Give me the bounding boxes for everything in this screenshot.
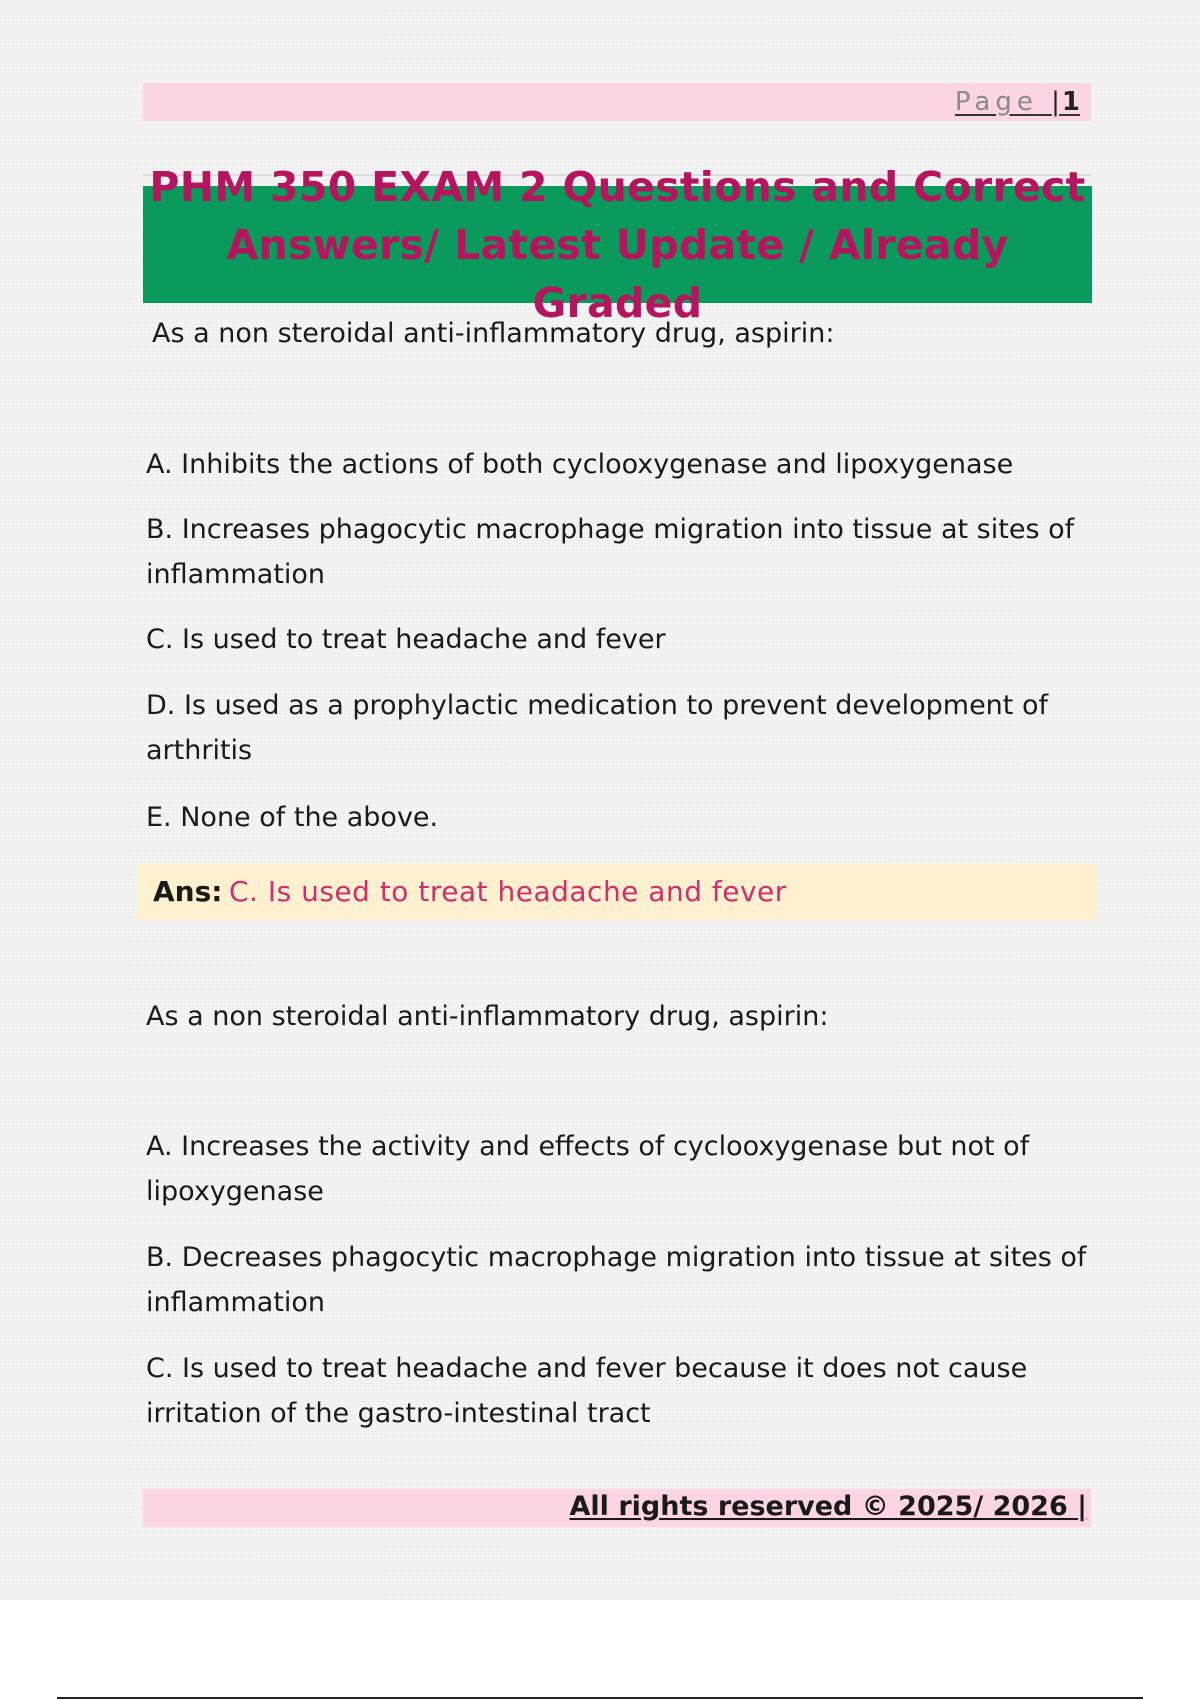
document-title bbox=[143, 158, 1092, 332]
question-2-option-c: C. Is used to treat headache and fever because it does not cause bbox=[146, 1353, 1028, 1384]
question-1-option-a: A. Inhibits the actions of both cyclooxygenase and lipoxygenase bbox=[146, 449, 1014, 480]
title-line-1: PHM 350 EXAM 2 Questions and Correct bbox=[149, 162, 1086, 211]
question-2-option-b-continued: inflammation bbox=[146, 1287, 326, 1318]
answer-label: Ans: bbox=[153, 875, 223, 908]
title-line-2: Answers/ Latest Update / Already Graded bbox=[226, 220, 1009, 327]
question-2-prompt: As a non steroidal anti-inflammatory drug, aspirin: bbox=[146, 1001, 829, 1032]
question-1-prompt: As a non steroidal anti-inflammatory drug, aspirin: bbox=[152, 318, 835, 349]
answer-box bbox=[137, 864, 1097, 920]
page-header-band bbox=[143, 83, 1091, 121]
page-label-separator: | bbox=[1051, 87, 1062, 117]
page-number-label bbox=[955, 86, 1080, 118]
question-2-option-c-continued: irritation of the gastro-intestinal tract bbox=[146, 1398, 651, 1429]
answer-text: C. Is used to treat headache and fever bbox=[229, 875, 787, 908]
question-2-option-b: B. Decreases phagocytic macrophage migration into tissue at sites of bbox=[146, 1242, 1087, 1273]
question-2-option-a: A. Increases the activity and effects of cyclooxygenase but not of bbox=[146, 1131, 1030, 1162]
question-1-option-b: B. Increases phagocytic macrophage migration into tissue at sites of bbox=[146, 514, 1075, 545]
bottom-divider bbox=[57, 1697, 1143, 1699]
question-1-option-d-continued: arthritis bbox=[146, 735, 253, 766]
copyright-text: All rights reserved © 2025/ 2026 | bbox=[569, 1491, 1087, 1522]
question-1-option-d: D. Is used as a prophylactic medication to prevent development of bbox=[146, 690, 1048, 721]
question-1-option-e: E. None of the above. bbox=[146, 802, 439, 833]
question-1-option-c: C. Is used to treat headache and fever bbox=[146, 624, 666, 655]
question-2-option-a-continued: lipoxygenase bbox=[146, 1176, 324, 1207]
document-title-box bbox=[143, 162, 1092, 327]
page-footer-band bbox=[143, 1489, 1091, 1527]
page-label-text: Page bbox=[954, 87, 1038, 117]
question-1-option-b-continued: inflammation bbox=[146, 559, 326, 590]
page-number: 1 bbox=[1061, 87, 1080, 117]
